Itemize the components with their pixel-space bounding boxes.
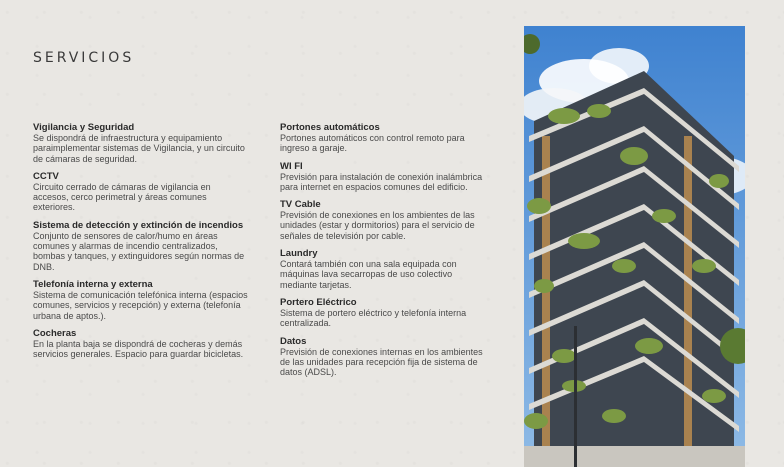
service-description: Previsión de conexiones internas en los ambientes de las unidades para recepción fija de sistema de datos (ADSL). xyxy=(280,346,483,378)
service-title: Telefonía interna y externa xyxy=(33,278,153,290)
services-column-right xyxy=(280,122,490,384)
service-title: Portero Eléctrico xyxy=(280,296,357,308)
service-item xyxy=(280,248,490,290)
page-title: SERVICIOS xyxy=(33,50,135,66)
service-title: Datos xyxy=(280,335,307,347)
building-illustration xyxy=(524,26,745,467)
service-title: Sistema de detección y extinción de incendios xyxy=(33,219,244,231)
service-title: Cocheras xyxy=(33,327,77,339)
service-title: TV Cable xyxy=(280,199,321,211)
service-description: Previsión de conexiones en los ambientes de las unidades (estar y dormitorios) para el servicio de señales de televisión por cable. xyxy=(280,210,475,241)
service-description: Conjunto de sensores de calor/humo en áreas comunes y alarmas de incendio centralizados, bombas y tanques, y extinguidores según normas de DNB. xyxy=(33,230,245,272)
service-item xyxy=(280,199,490,241)
service-item xyxy=(280,122,490,154)
service-item xyxy=(33,328,248,360)
service-description: Se dispondrá de infraestructura y equipamiento paraimplementar sistemas de Vigilancia, y un circuito de cámaras de seguridad. xyxy=(33,133,245,164)
services-column-left xyxy=(33,122,248,366)
service-item xyxy=(33,122,248,164)
service-item xyxy=(280,297,490,329)
service-description: Sistema de portero eléctrico y telefonía interna centralizada. xyxy=(280,307,467,329)
service-title: Portones automáticos xyxy=(280,122,380,133)
service-description: Sistema de comunicación telefónica interna (espacios comunes, servicios y recepción) y externa (telefonía urbana de aptos.). xyxy=(33,289,248,321)
service-title: Laundry xyxy=(280,248,318,260)
service-item xyxy=(33,279,248,321)
service-description: Previsión para instalación de conexión inalámbrica para internet en espacios comunes del edificio. xyxy=(280,171,483,192)
service-description: En la planta baja se dispondrá de cocheras y demás servicios generales. Espacio para guardar bicicletas. xyxy=(33,338,244,360)
service-description: Portones automáticos con control remoto para ingreso a garaje. xyxy=(280,133,465,154)
service-description: Circuito cerrado de cámaras de vigilancia en accesos, cerco perimetral y áreas comunes exteriores. xyxy=(33,181,211,213)
service-item xyxy=(33,220,248,272)
service-item xyxy=(280,336,490,378)
service-title: WI FI xyxy=(280,160,303,172)
service-item xyxy=(33,171,248,213)
building-photo xyxy=(524,26,745,467)
service-item xyxy=(280,161,490,193)
service-description: Contará también con una sala equipada con máquinas lava secarropas de uso colectivo mediante tarjetas. xyxy=(280,259,457,290)
service-title: Vigilancia y Seguridad xyxy=(33,122,135,133)
service-title: CCTV xyxy=(33,170,59,182)
